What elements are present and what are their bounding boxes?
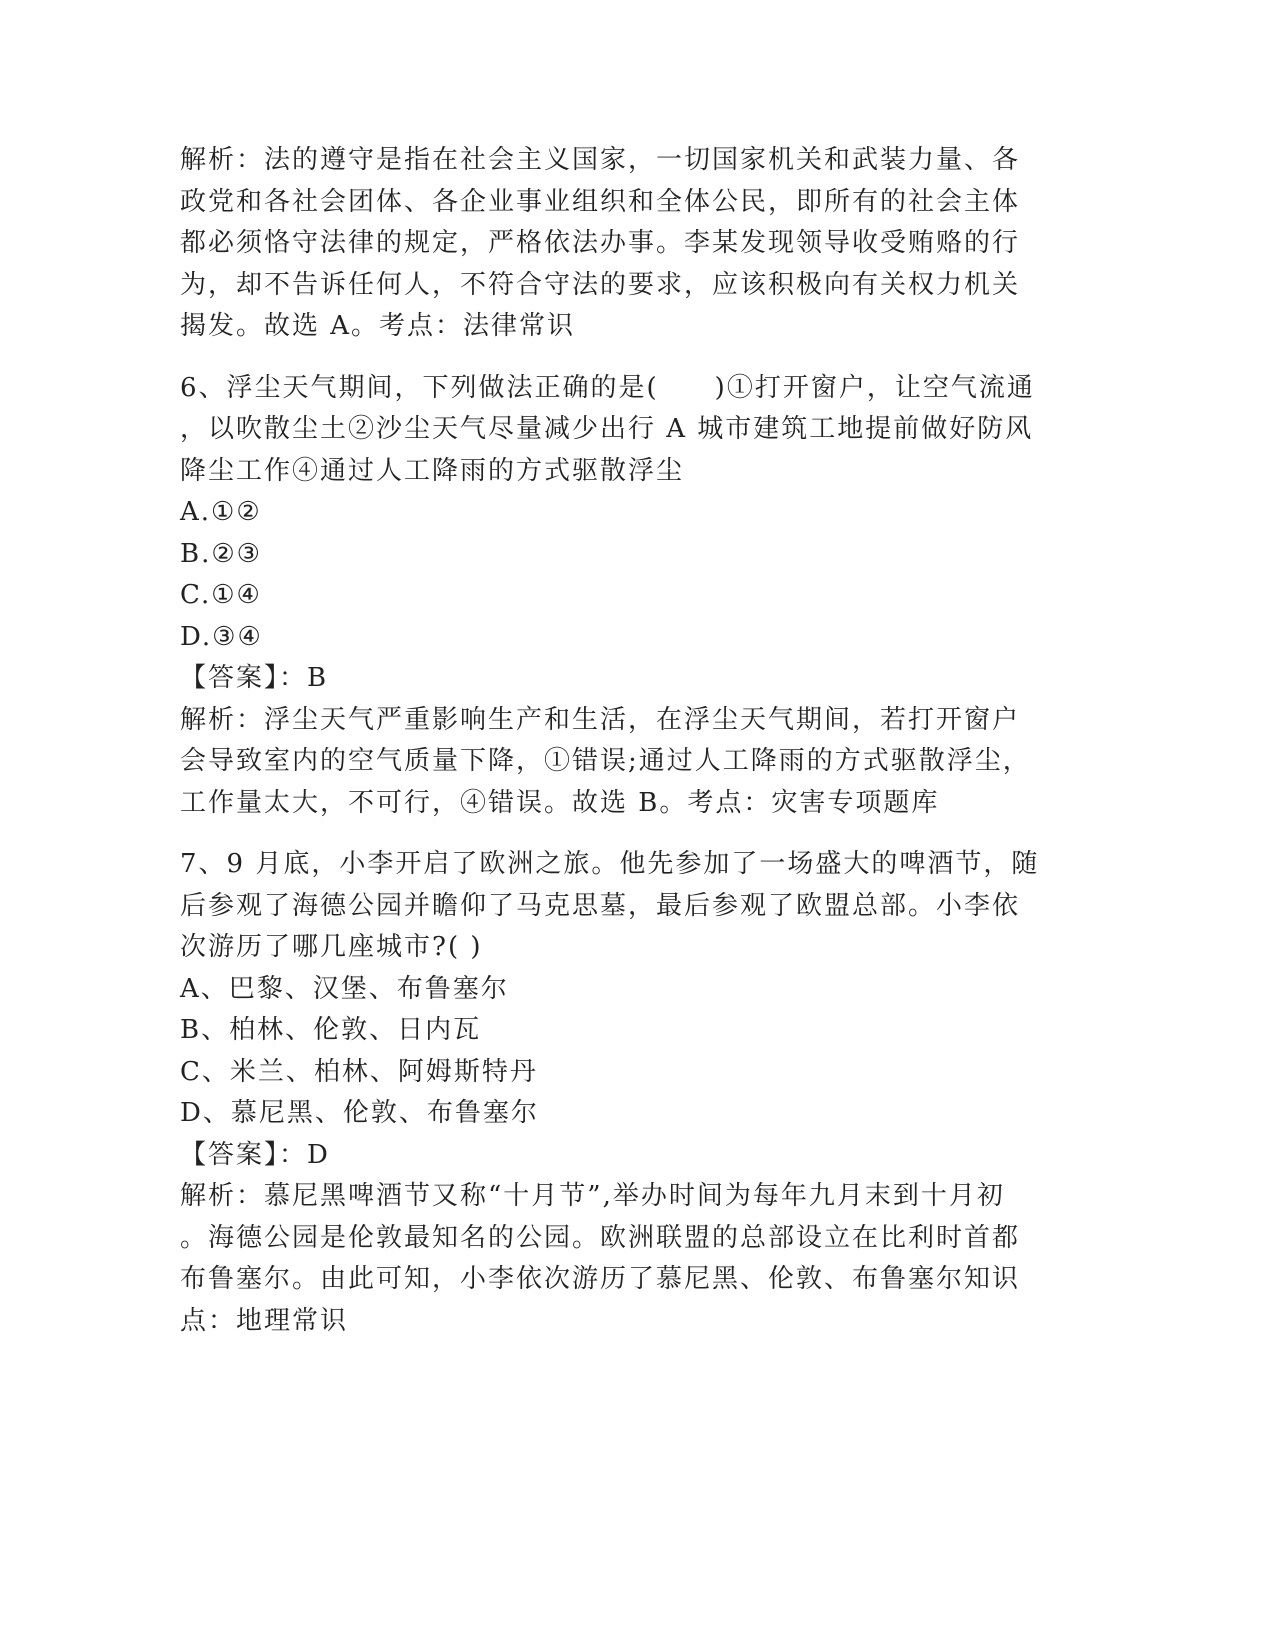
option-b: B.②③ bbox=[180, 538, 262, 569]
answer-label: 【答案】：D bbox=[180, 1139, 330, 1170]
option-b: B、柏林、伦敦、日内瓦 bbox=[180, 1015, 482, 1045]
question-7 bbox=[180, 844, 1060, 1342]
explanation-line: 点：地理常识 bbox=[180, 1305, 349, 1336]
option-a: A.①② bbox=[180, 497, 262, 527]
option-a: A、巴黎、汉堡、布鲁塞尔 bbox=[180, 973, 509, 1004]
explanation-line: 布鲁塞尔。由此可知，小李依次游历了慕尼黑、伦敦、布鲁塞尔知识 bbox=[180, 1264, 1021, 1294]
explanation-line: 解析：法的遵守是指在社会主义国家，一切国家机关和武装力量、各 bbox=[180, 145, 1021, 175]
question-text-line: ，以吹散尘土②沙尘天气尽量减少出行 A 城市建筑工地提前做好防风 bbox=[180, 414, 1034, 444]
explanation-line: 解析：浮尘天气严重影响生产和生活，在浮尘天气期间，若打开窗户 bbox=[180, 704, 1021, 735]
explanation-line: 工作量太大，不可行，④错误。故选 B。考点：灾害专项题库 bbox=[180, 787, 940, 818]
spacer bbox=[180, 824, 1060, 844]
question-text-line: 后参观了海德公园并瞻仰了马克思墓，最后参观了欧盟总部。小李依 bbox=[180, 890, 1021, 921]
document-page bbox=[180, 140, 1060, 1342]
explanation-line: 揭发。故选 A。考点：法律常识 bbox=[180, 311, 576, 341]
question-text-line: 降尘工作④通过人工降雨的方式驱散浮尘 bbox=[180, 455, 685, 486]
option-c: C.①④ bbox=[180, 580, 262, 610]
option-d: D、慕尼黑、伦敦、布鲁塞尔 bbox=[180, 1098, 539, 1128]
explanation-line: 。海德公园是伦敦最知名的公园。欧洲联盟的总部设立在比利时首都 bbox=[180, 1222, 1021, 1253]
question-text-line: 6、浮尘天气期间，下列做法正确的是( )①打开窗户，让空气流通 bbox=[180, 372, 1035, 403]
spacer bbox=[180, 348, 1060, 368]
option-c: C、米兰、柏林、阿姆斯特丹 bbox=[180, 1056, 538, 1087]
question-text-line: 7、9 月底，小李开启了欧洲之旅。他先参加了一场盛大的啤酒节，随 bbox=[180, 849, 1040, 879]
previous-explanation bbox=[180, 140, 1060, 348]
explanation-line: 为，却不告诉任何人，不符合守法的要求，应该积极向有关权力机关 bbox=[180, 269, 1021, 300]
explanation-line: 都必须恪守法律的规定，严格依法办事。李某发现领导收受贿赂的行 bbox=[180, 228, 1021, 258]
explanation-line: 政党和各社会团体、各企业事业组织和全体公民，即所有的社会主体 bbox=[180, 186, 1021, 217]
option-d: D.③④ bbox=[180, 621, 263, 652]
answer-label: 【答案】：B bbox=[180, 663, 329, 693]
explanation-line: 会导致室内的空气质量下降，①错误;通过人工降雨的方式驱散浮尘， bbox=[180, 746, 1031, 776]
question-6 bbox=[180, 368, 1060, 825]
question-text-line: 次游历了哪几座城市?( ) bbox=[180, 932, 483, 962]
explanation-line: 解析：慕尼黑啤酒节又称“十月节”,举办时间为每年九月末到十月初 bbox=[180, 1181, 1005, 1211]
